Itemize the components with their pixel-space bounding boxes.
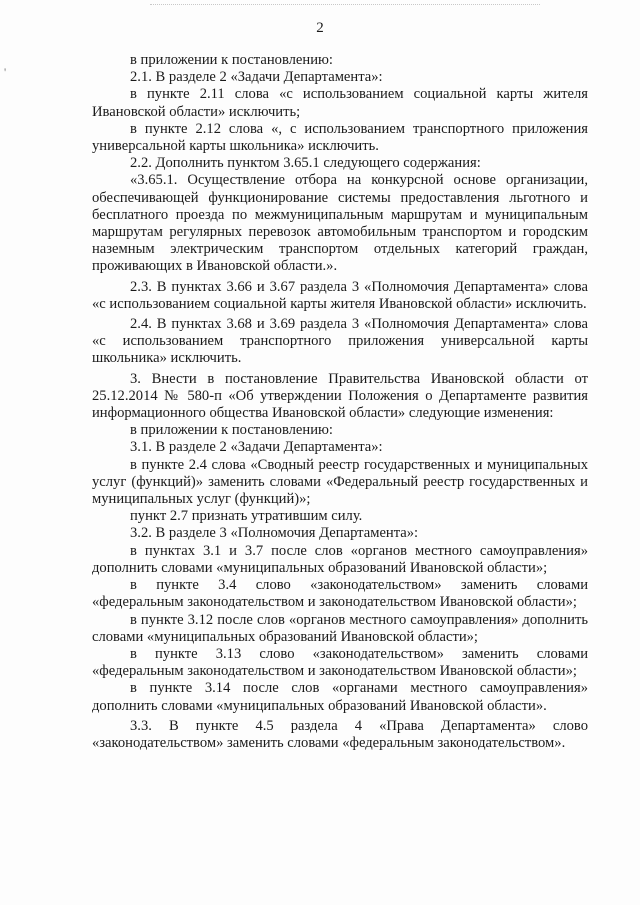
page-number: 2 xyxy=(316,20,324,36)
paragraph-3-1-3-7: в пунктах 3.1 и 3.7 после слов «органов местного самоуправления» дополнить словами «муниципальных образований Ивановской области»; xyxy=(92,542,588,576)
paragraph-2-2: 2.2. Дополнить пунктом 3.65.1 следующего содержания: xyxy=(130,155,481,172)
paragraph-2-4: 2.4. В пунктах 3.68 и 3.69 раздела 3 «Полномочия Департамента» слова «с использованием транспортного приложения универсальной карты школьника» исключить. xyxy=(92,316,588,367)
paragraph-3-2: 3.2. В разделе 3 «Полномочия Департамента»: xyxy=(130,525,419,542)
paragraph-3: 3. Внести в постановление Правительства Ивановской области от 25.12.2014 № 580-п «Об утверждении Положения о Департаменте развития информационного общества Ивановской области» следующие изменения: xyxy=(92,370,588,422)
paragraph-2-7: пункт 2.7 признать утратившим силу. xyxy=(130,508,363,525)
paragraph-3-13: в пункте 3.13 слово «законодательством» заменить словами «федеральным законодательством и законодательством Ивановской области»; xyxy=(92,645,588,680)
paragraph-appendix-1: в приложении к постановлению: xyxy=(130,52,333,68)
paragraph-2-12: в пункте 2.12 слова «, с использованием транспортного приложения универсальной карты школьника» исключить. xyxy=(92,120,588,155)
scan-artifact-line xyxy=(150,4,540,6)
paragraph-3-12: в пункте 3.12 после слов «органов местного самоуправления» дополнить словами «муниципальных образований Ивановской области»; xyxy=(92,611,588,645)
paragraph-2-1: 2.1. В разделе 2 «Задачи Департамента»: xyxy=(130,69,383,86)
paragraph-2-4-replace: в пункте 2.4 слова «Сводный реестр государственных и муниципальных услуг (функций)» заменить словами «Федеральный реестр государственных и муниципальных услуг (функций)»; xyxy=(92,456,588,508)
paragraph-3-1: 3.1. В разделе 2 «Задачи Департамента»: xyxy=(130,439,383,456)
paragraph-appendix-2: в приложении к постановлению: xyxy=(130,422,333,439)
document-body xyxy=(92,52,588,752)
margin-mark: ' xyxy=(4,65,7,79)
paragraph-3-65-1: «3.65.1. Осуществление отбора на конкурсной основе организации, обеспечивающей функционирование системы предоставления льготного и бесплатного проезда по межмуниципальным маршрутам и муниципальным маршрутам регулярных перевозок автомобильным транспортом и городским наземным электрическим транспортом отдельных категорий граждан, проживающих в Ивановской области.». xyxy=(92,172,588,275)
paragraph-2-3: 2.3. В пунктах 3.66 и 3.67 раздела 3 «Полномочия Департамента» слова «с использованием социальной карты жителя Ивановской области» исключить. xyxy=(92,278,588,312)
paragraph-3-4: в пункте 3.4 слово «законодательством» заменить словами «федеральным законодательством и законодательством Ивановской области»; xyxy=(92,577,588,611)
paragraph-3-3: 3.3. В пункте 4.5 раздела 4 «Права Департамента» слово «законодательством» заменить словами «федеральным законодательством». xyxy=(92,717,588,751)
paragraph-3-14: в пункте 3.14 после слов «органами местного самоуправления» дополнить словами «муниципальных образований Ивановской области». xyxy=(92,680,588,714)
paragraph-2-11: в пункте 2.11 слова «с использованием социальной карты жителя Ивановской области» исключить; xyxy=(92,86,588,120)
